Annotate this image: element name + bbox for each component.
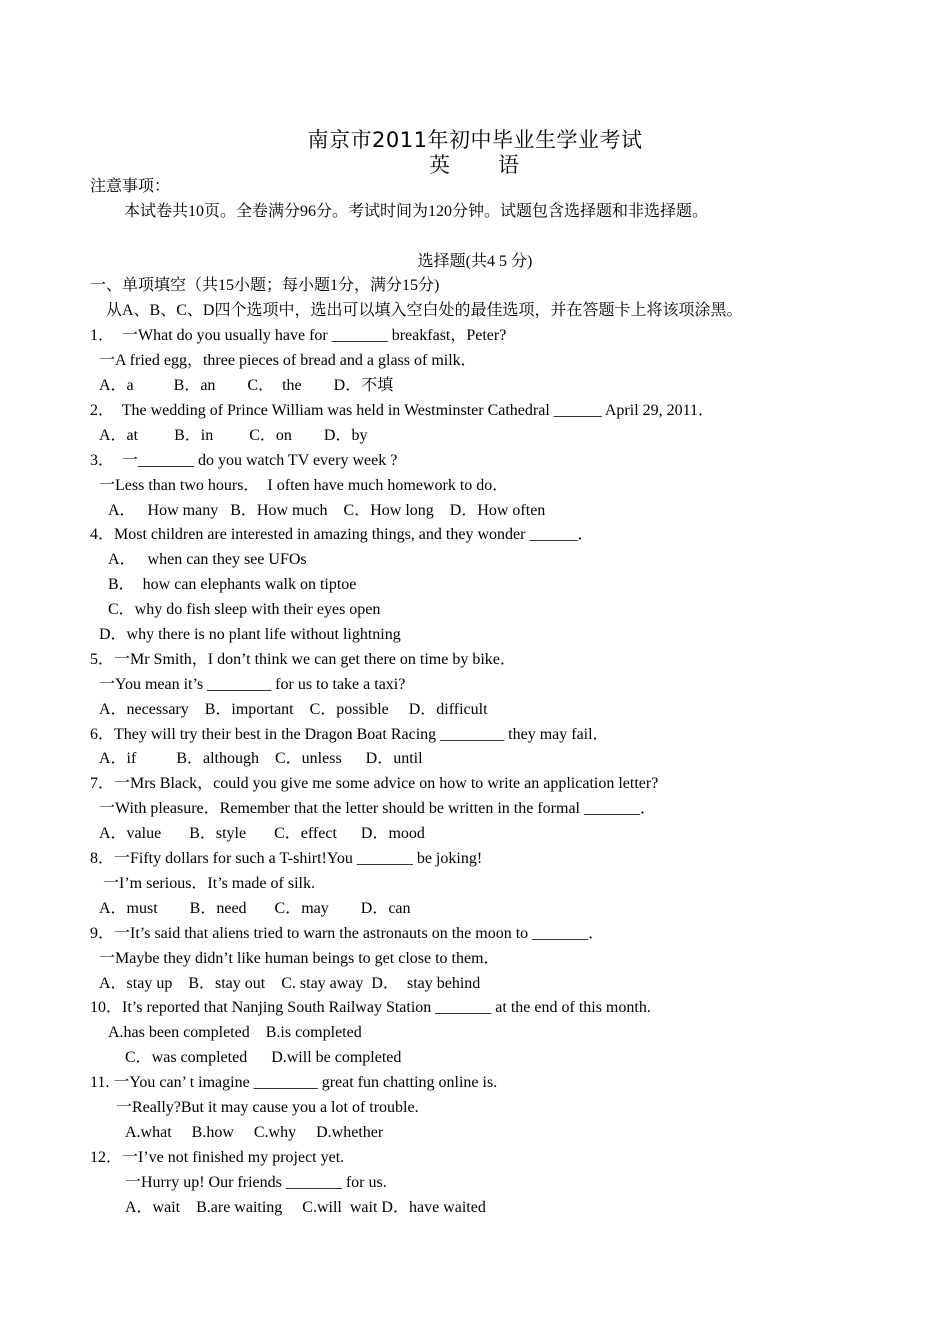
subject-char-2: 语 [498,153,521,177]
question-1-options: A．a B．an C． the D．不填 [99,377,394,394]
question-7: 7．一Mrs Black，could you give me some advice on how to write an application letter? [90,775,659,792]
question-11: 11. 一You can’ t imagine ________ great fun chatting online is. [90,1074,498,1091]
question-10-options-cd: C．was completed D.will be completed [125,1049,402,1066]
question-5-reply: 一You mean it’s ________ for us to take a taxi? [99,676,406,693]
question-2-options: A．at B．in C．on D．by [99,427,368,444]
question-2: 2． The wedding of Prince William was held in Westminster Cathedral ______ April 29, 2011． [90,402,715,419]
section-heading: 选择题(共4 5 分) [417,253,533,270]
question-1: 1． 一What do you usually have for _______ breakfast，Peter? [90,327,507,344]
exam-title: 南京市2011年初中毕业生学业考试 [307,128,643,152]
question-3-options: A． How many B．How much C．How long D．How often [108,502,546,519]
part-instruction: 从A、B、C、D四个选项中，选出可以填入空白处的最佳选项，并在答题卡上将该项涂黑。 [106,302,743,319]
question-10-options-ab: A.has been completed B.is completed [108,1024,362,1041]
subject-char-1: 英 [429,153,452,177]
question-4-option-b: B． how can elephants walk on tiptoe [108,576,357,593]
question-3: 3． 一_______ do you watch TV every week ? [90,452,398,469]
question-1-reply: 一A fried egg，three pieces of bread and a glass of milk． [99,352,477,369]
question-4-option-d: D．why there is no plant life without lightning [99,626,401,643]
question-9-reply: 一Maybe they didn’t like human beings to get close to them． [99,950,500,967]
question-7-options: A．value B．style C．effect D．mood [99,825,425,842]
question-6: 6．They will try their best in the Dragon Boat Racing ________ they may fail． [90,726,609,743]
question-11-reply: 一Really?But it may cause you a lot of trouble. [116,1099,419,1116]
question-6-options: A．if B．although C．unless D．until [99,750,423,767]
question-4-option-c: C．why do fish sleep with their eyes open [108,601,381,618]
question-8-options: A．must B．need C．may D．can [99,900,411,917]
question-9-options: A．stay up B．stay out C. stay away D． stay behind [99,975,481,992]
question-12-options: A．wait B.are waiting C.will wait D．have waited [125,1199,486,1216]
question-9: 9．一It’s said that aliens tried to warn the astronauts on the moon to _______． [90,925,605,942]
question-5-options: A．necessary B．important C．possible D．difficult [99,701,488,718]
question-12: 12．一I’ve not finished my project yet. [90,1149,345,1166]
question-8: 8．一Fifty dollars for such a T-shirt!You _______ be joking! [90,850,483,867]
question-11-options: A.what B.how C.why D.whether [125,1124,384,1141]
subject-title [0,149,950,179]
question-10: 10．It’s reported that Nanjing South Railway Station _______ at the end of this month. [90,999,651,1016]
question-3-reply: 一Less than two hours． I often have much homework to do． [99,477,509,494]
question-5: 5．一Mr Smith，I don’t think we can get there on time by bike． [90,651,516,668]
question-7-reply: 一With pleasure．Remember that the letter should be written in the formal _______． [99,800,656,817]
notice-text: 本试卷共10页。全卷满分96分。考试时间为120分钟。试题包含选择题和非选择题。 [124,203,709,220]
notice-label: 注意事项： [90,178,171,195]
question-4-option-a: A． when can they see UFOs [108,551,307,568]
question-8-reply: 一I’m serious．It’s made of silk. [103,875,315,892]
question-4: 4．Most children are interested in amazing things, and they wonder ______． [90,526,594,543]
part-title: 一、单项填空（共15小题；每小题1分，满分15分) [90,277,440,294]
question-12-reply: 一Hurry up! Our friends _______ for us. [125,1174,387,1191]
